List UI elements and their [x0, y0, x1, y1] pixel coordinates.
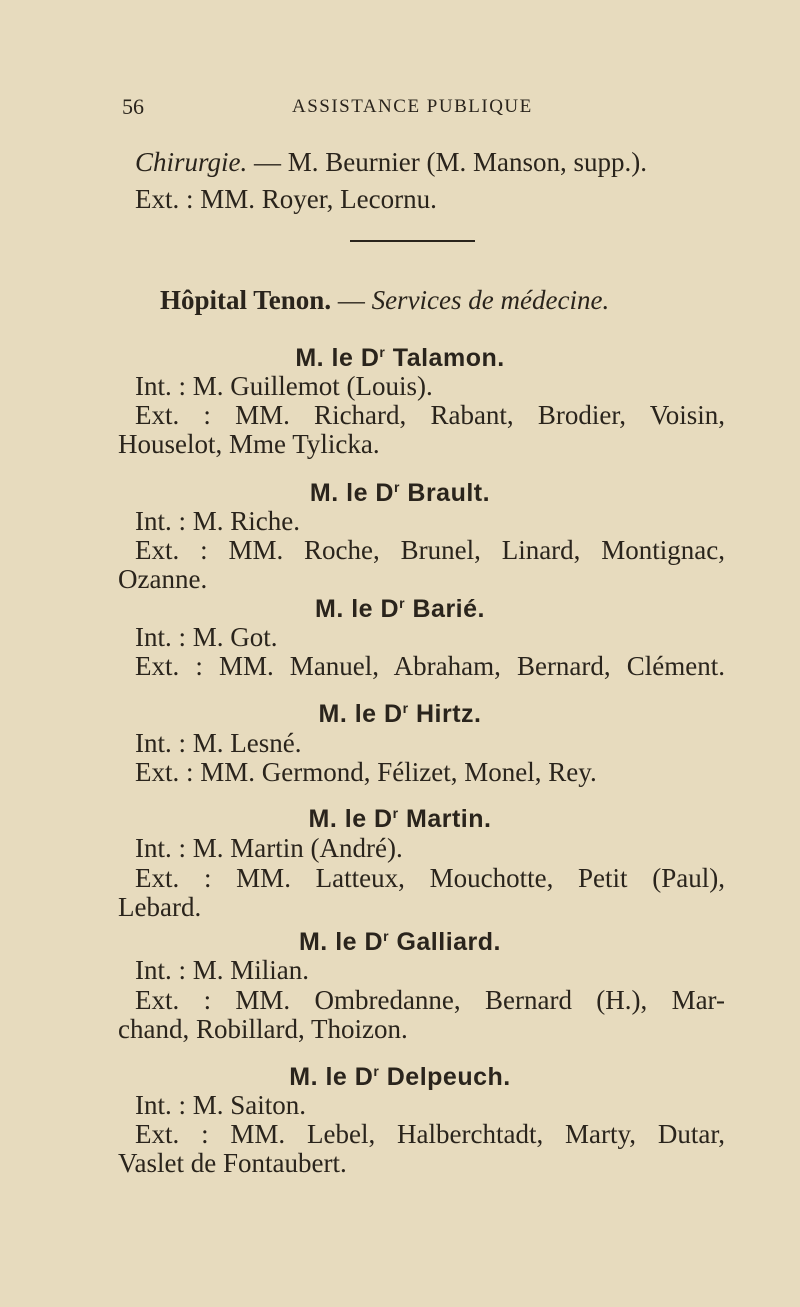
intern-line: Int. : M. Milian. [135, 955, 309, 985]
chirurgie-text: M. Beurnier (M. Manson, supp.). [287, 147, 647, 177]
doctor-title-superscript: r [392, 805, 399, 821]
doctor-prefix: M. le D [295, 344, 380, 372]
running-head: ASSISTANCE PUBLIQUE [292, 96, 533, 117]
doctor-title-superscript: r [394, 479, 400, 495]
chirurgie-ext-line: Ext. : MM. Royer, Lecornu. [135, 184, 437, 214]
doctor-heading [0, 587, 800, 625]
chirurgie-label: Chirurgie. [135, 147, 248, 177]
doctor-name: Brault. [399, 479, 491, 507]
doctor-name: Martin. [398, 805, 492, 833]
extern-line: Ext. : MM. Ombredanne, Bernard (H.), Mar- [135, 985, 725, 1015]
hospital-services: Services de médecine. [371, 285, 610, 315]
extern-line: Ext. : MM. Richard, Rabant, Brodier, Voisin, [135, 400, 725, 430]
doctor-prefix: M. le D [318, 700, 403, 728]
extern-line: Ext. : MM. Germond, Félizet, Monel, Rey. [135, 757, 597, 787]
doctor-name: Hirtz. [408, 700, 482, 728]
doctor-prefix: M. le D [308, 805, 393, 833]
hospital-name: Hôpital Tenon. [160, 285, 332, 315]
page-header [122, 94, 722, 124]
extern-line: Ext. : MM. Latteux, Mouchotte, Petit (Paul), [135, 863, 725, 893]
extern-line: Ext. : MM. Lebel, Halberchtadt, Marty, Dutar, [135, 1119, 725, 1149]
extern-continuation-line: Ozanne. [118, 564, 208, 594]
doctor-heading [0, 336, 800, 374]
extern-continuation-line: Vaslet de Fontaubert. [118, 1148, 347, 1178]
doctor-heading [0, 1055, 800, 1093]
doctor-name: Talamon. [385, 344, 505, 372]
intern-line: Int. : M. Riche. [135, 506, 300, 536]
doctor-title-superscript: r [402, 700, 409, 716]
extern-continuation-line: Houselot, Mme Tylicka. [118, 429, 380, 459]
doctor-title-superscript: r [399, 595, 406, 611]
doctor-prefix: M. le D [309, 479, 394, 507]
intern-line: Int. : M. Guillemot (Louis). [135, 371, 433, 401]
hospital-dash: — [331, 285, 372, 315]
intern-line: Int. : M. Martin (André). [135, 833, 403, 863]
extern-line: Ext. : MM. Manuel, Abraham, Bernard, Clément. [135, 651, 725, 681]
doctor-prefix: M. le D [289, 1063, 374, 1091]
hospital-heading [160, 284, 725, 316]
doctor-name: Delpeuch. [379, 1063, 511, 1091]
page-number: 56 [122, 94, 144, 119]
doctor-heading [0, 692, 800, 730]
doctor-title-superscript: r [373, 1063, 380, 1079]
chirurgie-line [135, 146, 725, 178]
intern-line: Int. : M. Lesné. [135, 728, 302, 758]
doctor-prefix: M. le D [315, 595, 400, 623]
doctor-title-superscript: r [383, 928, 390, 944]
intern-line: Int. : M. Saiton. [135, 1090, 307, 1120]
intern-line: Int. : M. Got. [135, 622, 278, 652]
doctor-heading [0, 797, 800, 835]
doctor-title-superscript: r [379, 344, 386, 360]
extern-continuation-line: Lebard. [118, 892, 202, 922]
doctor-heading [0, 471, 800, 509]
chirurgie-dash: — [247, 147, 288, 177]
extern-line: Ext. : MM. Roche, Brunel, Linard, Montignac, [135, 535, 725, 565]
doctor-name: Barié. [405, 595, 485, 623]
extern-continuation-line: chand, Robillard, Thoizon. [118, 1014, 408, 1044]
doctor-prefix: M. le D [298, 928, 384, 956]
section-divider [350, 240, 475, 242]
doctor-heading [0, 920, 800, 958]
doctor-name: Galliard. [389, 928, 501, 956]
